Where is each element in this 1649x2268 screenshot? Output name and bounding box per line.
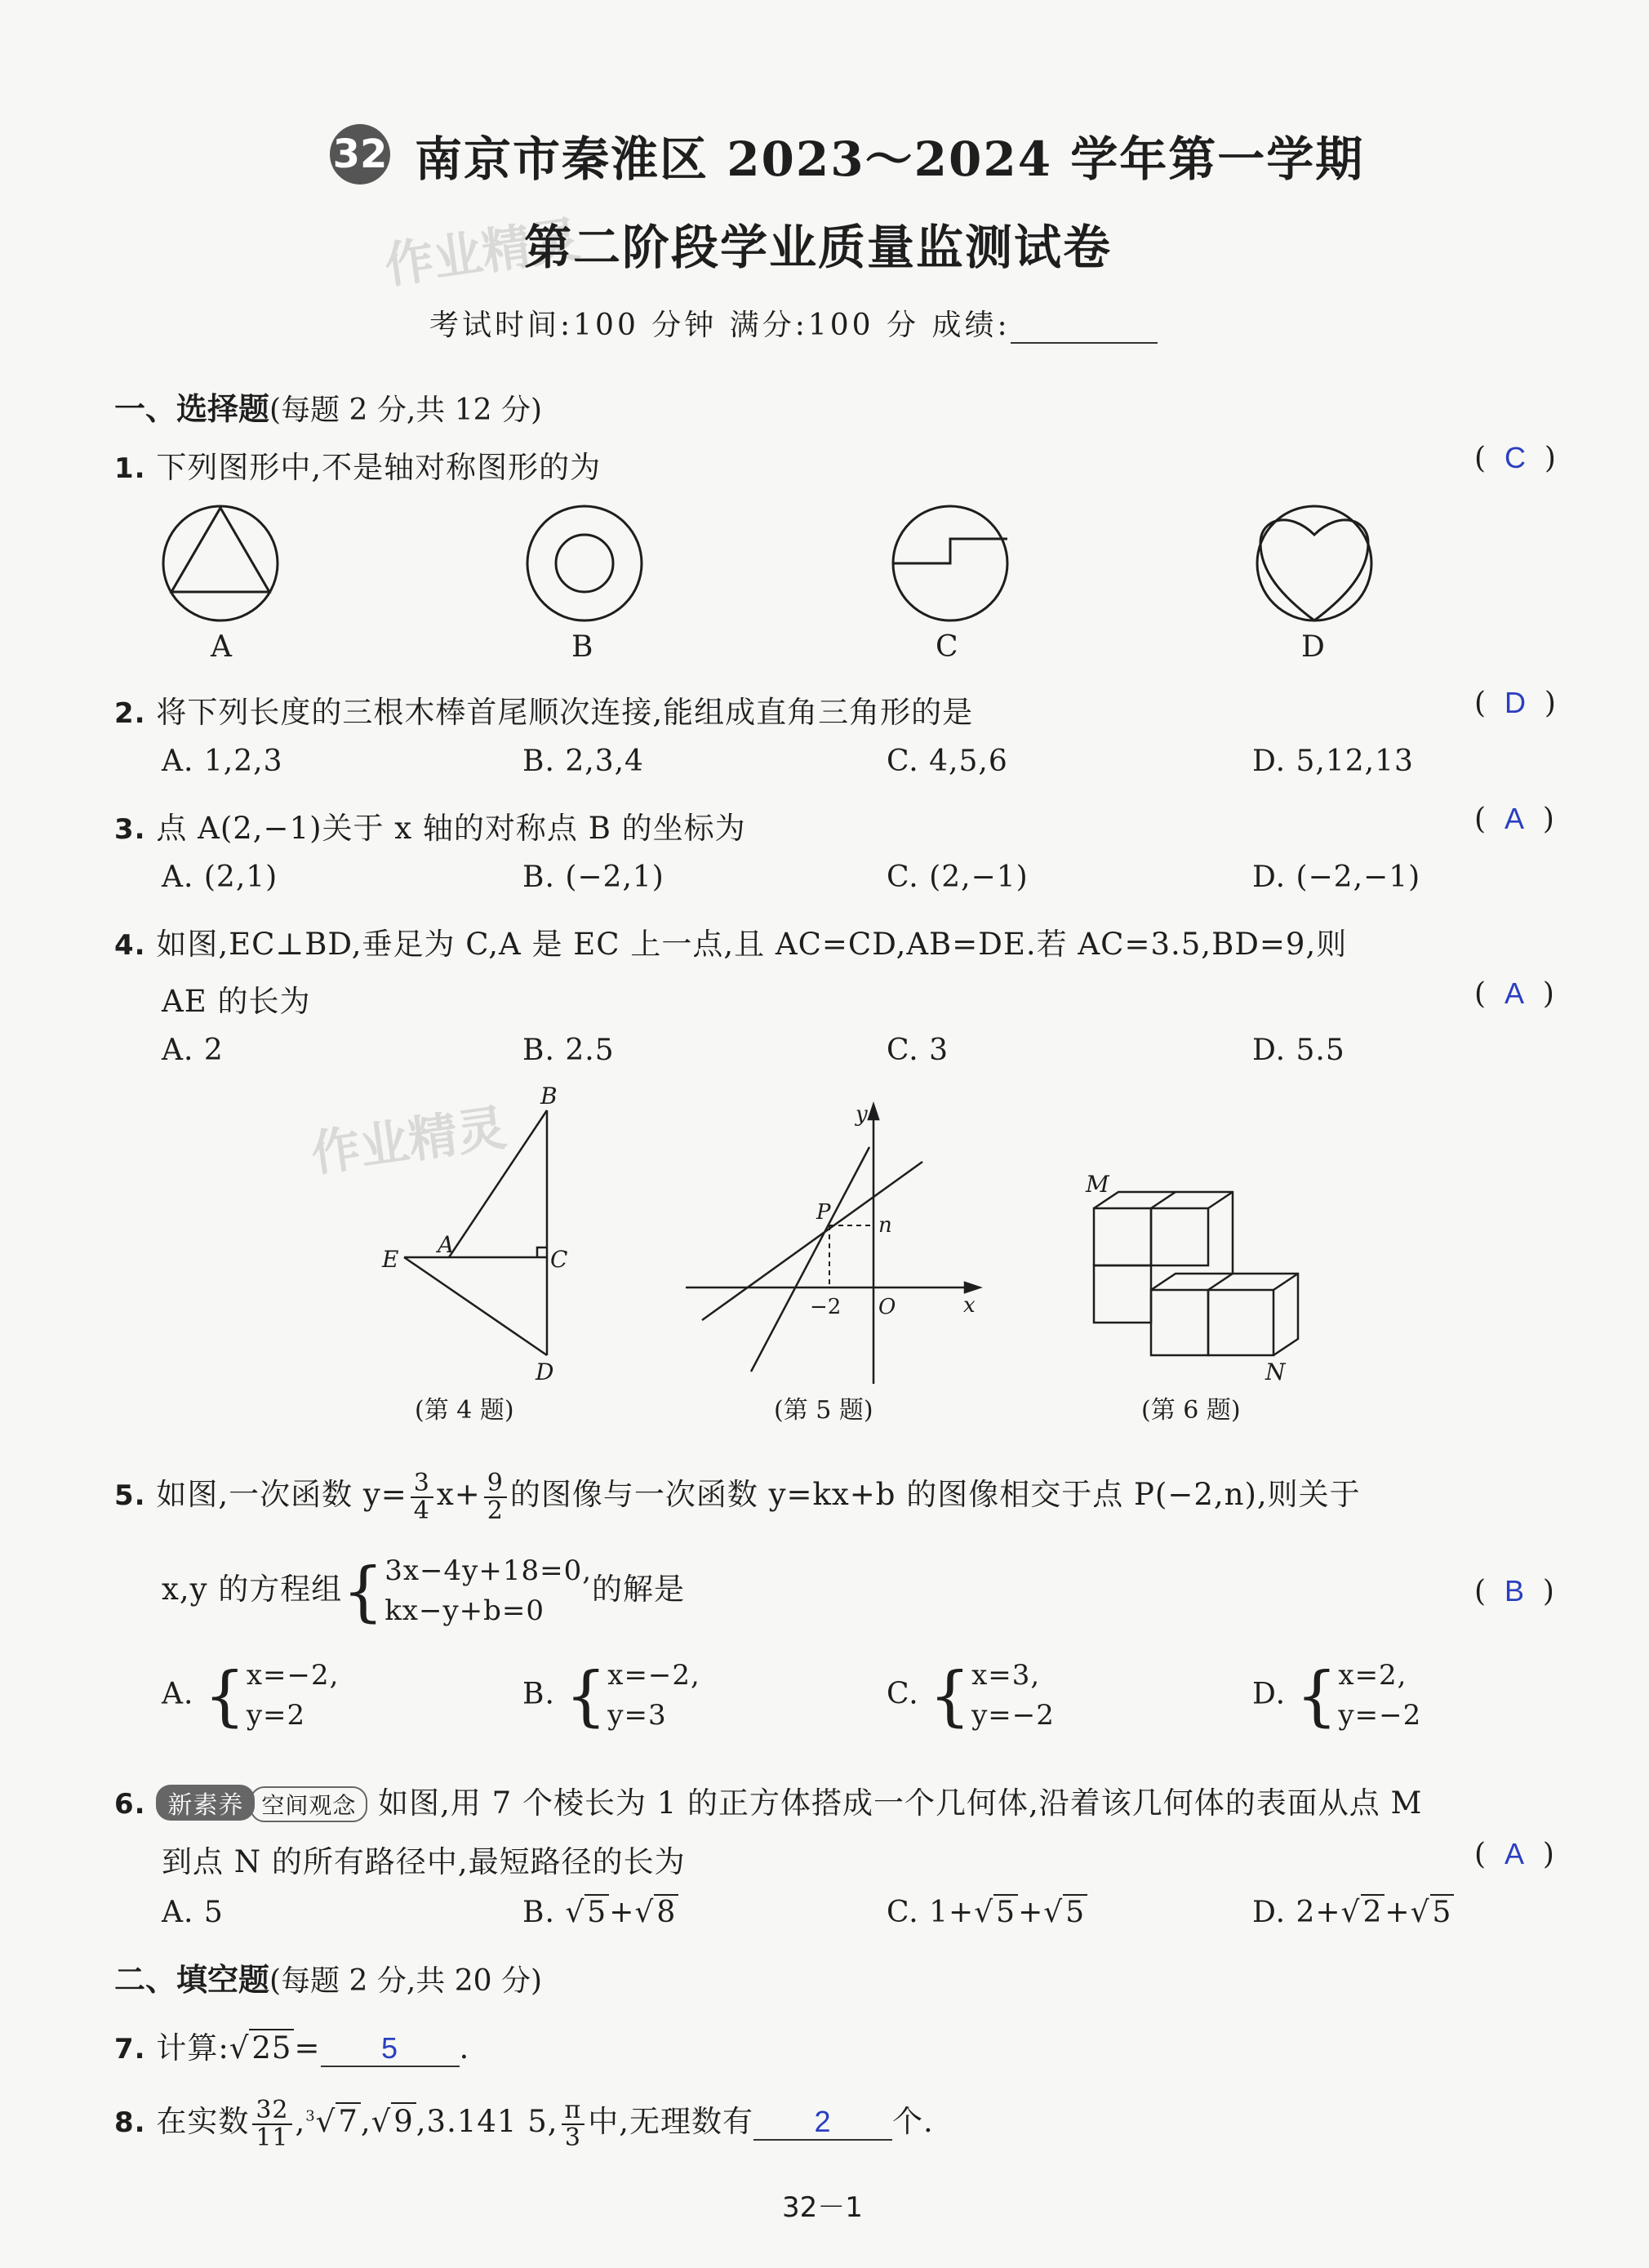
page-title-line2: 第二阶段学业质量监测试卷 bbox=[524, 220, 1113, 275]
question-6-line2: 到点 N 的所有路径中,最短路径的长为 bbox=[162, 1844, 686, 1879]
section-1-title: 一、选择题(每题 2 分,共 12 分) bbox=[114, 390, 543, 427]
q3-option-c: C. (2,−1) bbox=[887, 861, 1029, 894]
section-2-title: 二、填空题(每题 2 分,共 20 分) bbox=[114, 1961, 543, 1998]
caption-q5: (第 5 题) bbox=[774, 1396, 873, 1425]
q1-label-c: C bbox=[936, 630, 959, 664]
question-1: 1. 下列图形中,不是轴对称图形的为 bbox=[114, 450, 602, 485]
q1-label-b: B bbox=[571, 630, 594, 664]
q3-option-d: D. (−2,−1) bbox=[1252, 861, 1421, 894]
q4-option-c: C. 3 bbox=[887, 1034, 949, 1067]
step-line bbox=[893, 539, 1007, 563]
tag-new-literacy: 新素养 bbox=[156, 1785, 255, 1821]
label-e: E bbox=[382, 1246, 399, 1273]
question-set-badge: 32 bbox=[330, 124, 390, 185]
triangle-shape bbox=[171, 508, 269, 592]
circle-heart-shape bbox=[1257, 506, 1371, 620]
answer-bracket-6: ( A ) bbox=[1474, 1837, 1554, 1871]
q1-label-d: D bbox=[1301, 630, 1326, 664]
ring-outer-circle bbox=[527, 506, 642, 620]
q2-option-c: C. 4,5,6 bbox=[887, 745, 1008, 778]
caption-q6: (第 6 题) bbox=[1141, 1396, 1241, 1425]
answer-bracket-3: ( A ) bbox=[1474, 802, 1554, 836]
question-2: 2. 将下列长度的三根木棒首尾顺次连接,能组成直角三角形的是 bbox=[114, 695, 974, 730]
q2-option-d: D. 5,12,13 bbox=[1252, 745, 1414, 778]
point-n-label: N bbox=[1265, 1359, 1286, 1385]
q4-option-b: B. 2.5 bbox=[522, 1034, 615, 1067]
q4-option-a: A. 2 bbox=[162, 1034, 224, 1067]
origin-label: O bbox=[878, 1295, 896, 1319]
answer-bracket-1: ( C ) bbox=[1474, 441, 1556, 475]
q6-option-b: B. √5+√8 bbox=[522, 1896, 678, 1929]
figure-q6 bbox=[1078, 1159, 1322, 1388]
q5-option-b: B. { x=−2, y=3 bbox=[522, 1657, 700, 1734]
question-5: 5. 如图,一次函数 y= $\frac{3}{4}$ x+ $\frac{9}{2}$ 的图像与一次函数 y=kx+b 的图像相交于点 P(−2,n),则关于 bbox=[114, 1469, 1361, 1525]
q4-option-d: D. 5.5 bbox=[1252, 1034, 1345, 1067]
exam-info: 考试时间:100 分钟 满分:100 分 成绩: bbox=[429, 302, 1158, 344]
value-neg2-label: −2 bbox=[810, 1295, 842, 1319]
watermark-2: 作业精灵 bbox=[307, 1099, 510, 1184]
page-title-line1: 南京市秦淮区 2023～2024 学年第一学期 bbox=[415, 131, 1365, 187]
point-m-label: M bbox=[1086, 1171, 1109, 1198]
q5-option-c: C. { x=3, y=−2 bbox=[887, 1657, 1055, 1734]
label-d: D bbox=[536, 1359, 554, 1385]
answer-bracket-2: ( D ) bbox=[1474, 686, 1556, 720]
question-5-line2: x,y 的方程组{ 3x−4y+18=0, kx−y+b=0 的解是 bbox=[162, 1553, 686, 1630]
question-7: 7. 计算:√25= 5 . bbox=[114, 2030, 470, 2066]
score-blank[interactable] bbox=[1011, 309, 1158, 344]
caption-q4: (第 4 题) bbox=[415, 1396, 514, 1425]
q8-answer-blank[interactable]: 2 bbox=[753, 2104, 892, 2141]
axis-y-label: y bbox=[856, 1102, 868, 1127]
axis-x-label: x bbox=[963, 1293, 976, 1318]
answer-bracket-5: ( B ) bbox=[1474, 1574, 1554, 1608]
q6-option-d: D. 2+√2+√5 bbox=[1252, 1896, 1454, 1929]
q7-answer-blank[interactable]: 5 bbox=[321, 2030, 460, 2067]
ring-inner-circle bbox=[556, 535, 613, 592]
q3-option-b: B. (−2,1) bbox=[522, 861, 664, 894]
label-a: A bbox=[438, 1231, 455, 1258]
watermark: 作业精灵 bbox=[380, 211, 584, 296]
figure-q5 bbox=[669, 1098, 996, 1388]
point-p-label: P bbox=[816, 1200, 831, 1225]
label-c: C bbox=[550, 1246, 568, 1273]
q6-option-a: A. 5 bbox=[162, 1896, 224, 1929]
q1-figures bbox=[155, 498, 1412, 637]
tag-spatial: 空间观念 bbox=[250, 1786, 367, 1822]
question-6: 6. 新素养 空间观念 如图,用 7 个棱长为 1 的正方体搭成一个几何体,沿着该几何体的表面从点 M bbox=[114, 1785, 1423, 1821]
q3-option-a: A. (2,1) bbox=[162, 861, 278, 894]
question-3: 3. 点 A(2,−1)关于 x 轴的对称点 B 的坐标为 bbox=[114, 811, 746, 846]
q2-option-b: B. 2,3,4 bbox=[522, 745, 644, 778]
figure-q4 bbox=[367, 1086, 596, 1388]
q1-label-a: A bbox=[211, 630, 233, 664]
circle-triangle-shape bbox=[163, 506, 278, 620]
question-4: 4. 如图,EC⊥BD,垂足为 C,A 是 EC 上一点,且 AC=CD,AB=DE.若 AC=3.5,BD=9,则 bbox=[114, 927, 1348, 962]
question-4-line2: AE 的长为 bbox=[162, 984, 311, 1019]
page-number: 32－1 bbox=[782, 2191, 863, 2224]
q2-option-a: A. 1,2,3 bbox=[162, 745, 283, 778]
q5-option-d: D. { x=2, y=−2 bbox=[1252, 1657, 1422, 1734]
q6-option-c: C. 1+√5+√5 bbox=[887, 1896, 1087, 1929]
label-b: B bbox=[540, 1086, 558, 1110]
question-8: 8. 在实数 $\frac{32}{11}$ ,$^3$√7,√9,3.141 5, $\frac{\pi}{3}$ 中,无理数有 2 个. bbox=[114, 2096, 934, 2152]
value-n-label: n bbox=[878, 1213, 892, 1238]
q5-option-a: A. { x=−2, y=2 bbox=[162, 1657, 340, 1734]
answer-bracket-4: ( A ) bbox=[1474, 976, 1554, 1011]
